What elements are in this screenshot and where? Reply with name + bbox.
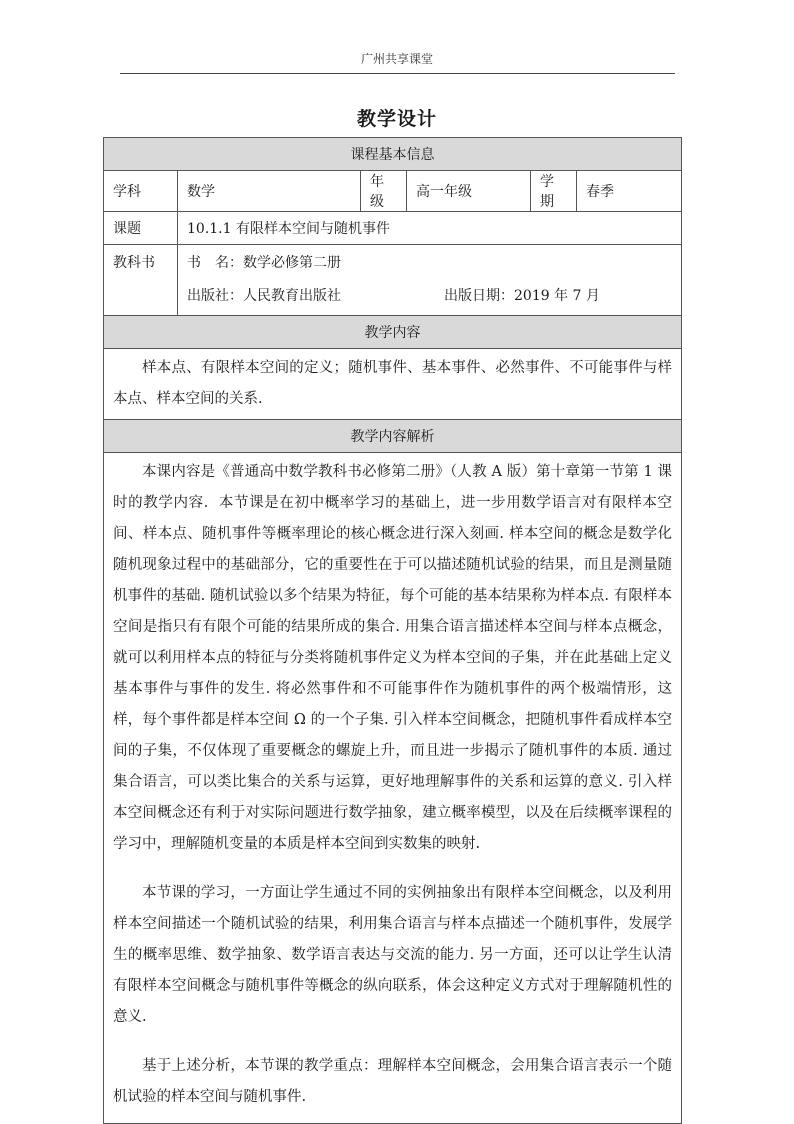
topic-label: 课题: [104, 212, 178, 245]
lesson-design-table: [103, 137, 682, 1124]
subject-label: 学科: [104, 171, 178, 212]
textbook-info: [178, 245, 682, 316]
grade-label: 年级: [361, 171, 407, 212]
publisher-line-wrap: [187, 280, 672, 313]
section-title-content: 教学内容: [104, 316, 682, 349]
header-rule: [120, 73, 675, 74]
section-title-basic-info: 课程基本信息: [104, 138, 682, 171]
info-row: [104, 171, 682, 212]
analysis-paragraph: 本节课的学习，一方面让学生通过不同的实例抽象出有限样本空间概念，以及利用样本空间描述一个随机试验的结果，利用集合语言与样本点描述一个随机事件，发展学生的概率思维、数学抽象、数学语言表达与交流的能力. 另一方面，还可以让学生认清有限样本空间概念与随机事件等概念的纵向联系，体会这种定义方式对于理解随机性的意义.: [113, 885, 673, 1025]
textbook-row: [104, 245, 682, 316]
grade-value: 高一年级: [407, 171, 531, 212]
section-header-content: [104, 316, 682, 349]
analysis-cell: [104, 453, 682, 1124]
term-value: 春季: [577, 171, 682, 212]
page-header: 广州共享课堂: [360, 52, 433, 66]
content-paragraph: 样本点、有限样本空间的定义；随机事件、基本事件、必然事件、不可能事件与样本点、样本空间的关系.: [113, 360, 673, 407]
publisher-line: 出版社：人民教育出版社: [187, 288, 341, 304]
document-title: 教学设计: [356, 108, 437, 130]
section-header-analysis: [104, 420, 682, 453]
analysis-paragraph: 基于上述分析，本节课的教学重点：理解样本空间概念，会用集合语言表示一个随机试验的样本空间与随机事件.: [113, 1058, 673, 1105]
subject-value: 数学: [178, 171, 361, 212]
book-name-line: 书 名：数学必修第二册: [187, 255, 341, 271]
content-row: [104, 349, 682, 420]
content-cell: [104, 349, 682, 420]
analysis-paragraph: 本课内容是《普通高中数学教科书必修第二册》（人教 A 版）第十章第一节第 1 课时的教学内容．本节课是在初中概率学习的基础上，进一步用数学语言对有限样本空间、样本点、随机事件等概率理论的核心概念进行深入刻画. 样本空间的概念是数学化随机现象过程中的基础部分，它的重要性在于可以描述随机试验的结果，而且是测量随机事件的基础. 随机试验以多个结果为特征，每个可能的基本结果称为样本点. 有限样本空间是指只有有限个可能的结果所成的集合. 用集合语言描述样本空间与样本点概念，就可以利用样本点的特征与分类将随机事件定义为样本空间的子集，并在此基础上定义基本事件与事件的发生. 将必然事件和不可能事件作为随机事件的两个极端情形，这样，每个事件都是样本空间 Ω 的一个子集. 引入样本空间概念，把随机事件看成样本空间的子集，不仅体现了重要概念的螺旋上升，而且进一步揭示了随机事件的本质. 通过集合语言，可以类比集合的关系与运算，更好地理解事件的关系和运算的意义. 引入样本空间概念还有利于对实际问题进行数学抽象，建立概率模型，以及在后续概率课程的学习中，理解随机变量的本质是样本空间到实数集的映射.: [113, 464, 673, 852]
analysis-row: [104, 453, 682, 1124]
section-header-basic-info: [104, 138, 682, 171]
topic-value: 10.1.1 有限样本空间与随机事件: [178, 212, 682, 245]
textbook-label: 教科书: [104, 245, 178, 316]
topic-row: [104, 212, 682, 245]
term-label: 学期: [531, 171, 577, 212]
section-title-analysis: 教学内容解析: [104, 420, 682, 453]
publish-date-line: 出版日期：2019 年 7 月: [444, 288, 600, 304]
